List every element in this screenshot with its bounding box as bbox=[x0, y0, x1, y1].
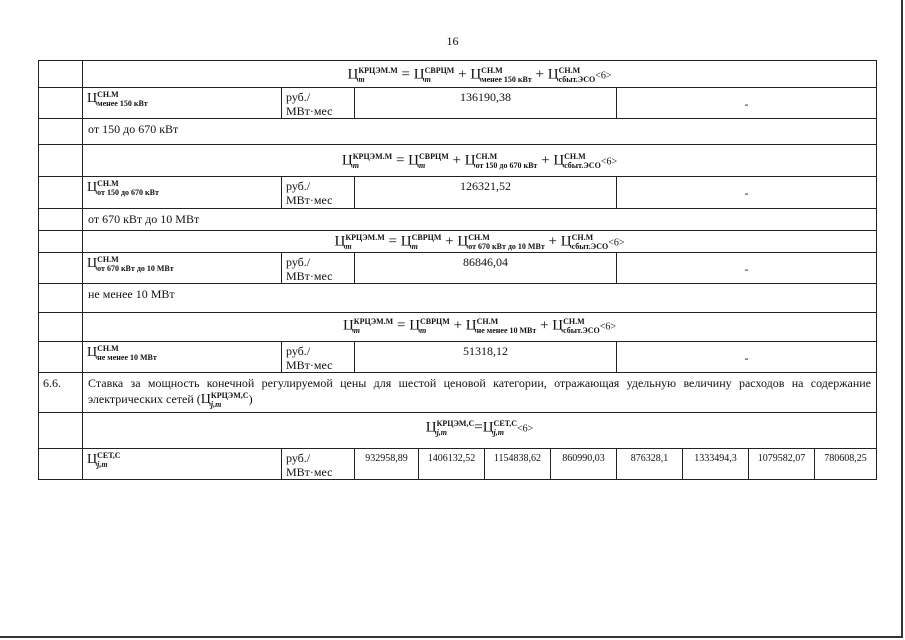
value-cell: 86846,04 bbox=[355, 253, 617, 283]
item-number: 6.6. bbox=[39, 373, 83, 412]
value-row bbox=[38, 252, 877, 283]
value-cell: 1154838,62 bbox=[485, 449, 551, 479]
value-cell: 136190,38 bbox=[355, 88, 617, 118]
section-heading: от 670 кВт до 10 МВт bbox=[88, 212, 200, 226]
dash-cell: - bbox=[744, 97, 749, 111]
symbol-cell: Ц СЕТ,С j,m bbox=[83, 449, 282, 479]
formula-row bbox=[38, 230, 877, 252]
value-cell: 932958,89 bbox=[355, 449, 419, 479]
value-row bbox=[38, 87, 877, 118]
number-cell bbox=[39, 61, 83, 87]
number-cell bbox=[39, 119, 83, 144]
number-cell bbox=[39, 413, 83, 448]
item-6-6-row bbox=[38, 372, 877, 412]
dash-cell: - bbox=[744, 262, 749, 276]
section-heading-row bbox=[38, 283, 877, 312]
number-cell bbox=[39, 177, 83, 208]
symbol-cell: Ц СН.М от 670 кВт до 10 МВт bbox=[83, 253, 282, 283]
formula: Ц КРЦЭМ.М m = Ц СВРЦМ m + Ц СН.М от 150 до 670 кВт + Ц СН.М сбыт.ЭСО <6> bbox=[341, 152, 618, 170]
number-cell bbox=[39, 342, 83, 372]
section-heading: не менее 10 МВт bbox=[88, 287, 175, 301]
unit-cell: руб./ МВт·мес bbox=[282, 342, 355, 372]
value-cell: 876328,1 bbox=[617, 449, 683, 479]
value-cell: 51318,12 bbox=[355, 342, 617, 372]
value-cell: 1333494,3 bbox=[683, 449, 749, 479]
value-cell: 1079582,07 bbox=[749, 449, 815, 479]
value-row bbox=[38, 176, 877, 208]
page-number: 16 bbox=[446, 34, 459, 48]
value-cell: 860990,03 bbox=[551, 449, 617, 479]
value-row bbox=[38, 448, 877, 480]
number-cell bbox=[39, 449, 83, 479]
item-description: Ставка за мощность конечной регулируемой цены для шестой ценовой категории, отражающая удельную величину расходов на содержание электрических сетей (Ц КРЦЭМ,С j,m ) bbox=[88, 376, 871, 409]
formula-row bbox=[38, 412, 877, 448]
section-heading-row bbox=[38, 208, 877, 230]
formula-row bbox=[38, 60, 877, 87]
symbol-cell: Ц СН.М менее 150 кВт bbox=[83, 88, 282, 118]
value-cell: 780608,25 bbox=[824, 453, 867, 464]
formula: Ц КРЦЭМ.М m = Ц СВРЦМ m + Ц СН.М менее 150 кВт + Ц СН.М сбыт.ЭСО <6> bbox=[347, 66, 612, 84]
number-cell bbox=[39, 284, 83, 312]
unit-cell: руб./ МВт·мес bbox=[282, 253, 355, 283]
unit-cell: руб./ МВт·мес bbox=[282, 449, 355, 479]
number-cell bbox=[39, 209, 83, 230]
value-cell: 1406132,52 bbox=[419, 449, 485, 479]
symbol-cell: Ц СН.М не менее 10 МВт bbox=[83, 342, 282, 372]
formula: Ц КРЦЭМ.М m = Ц СВРЦМ m + Ц СН.М от 670 кВт до 10 МВт + Ц СН.М сбыт.ЭСО <6> bbox=[334, 233, 625, 251]
section-heading: от 150 до 670 кВт bbox=[88, 122, 179, 136]
dash-cell: - bbox=[744, 351, 749, 365]
tariff-table bbox=[38, 60, 877, 480]
number-cell bbox=[39, 313, 83, 341]
unit-cell: руб./ МВт·мес bbox=[282, 177, 355, 208]
formula: Ц КРЦЭМ,С j,m =Ц СЕТ,С j,m <6> bbox=[425, 419, 534, 437]
value-row bbox=[38, 341, 877, 372]
number-cell bbox=[39, 88, 83, 118]
formula: Ц КРЦЭМ.М m = Ц СВРЦМ m + Ц СН.М не менее 10 МВт + Ц СН.М сбыт.ЭСО <6> bbox=[342, 317, 617, 335]
formula-row bbox=[38, 144, 877, 176]
dash-cell: - bbox=[744, 186, 749, 200]
number-cell bbox=[39, 231, 83, 252]
section-heading-row bbox=[38, 118, 877, 144]
value-cell: 126321,52 bbox=[355, 177, 617, 208]
symbol-cell: Ц СН.М от 150 до 670 кВт bbox=[83, 177, 282, 208]
unit-cell: руб./ МВт·мес bbox=[282, 88, 355, 118]
formula-row bbox=[38, 312, 877, 341]
number-cell bbox=[39, 253, 83, 283]
number-cell bbox=[39, 145, 83, 176]
